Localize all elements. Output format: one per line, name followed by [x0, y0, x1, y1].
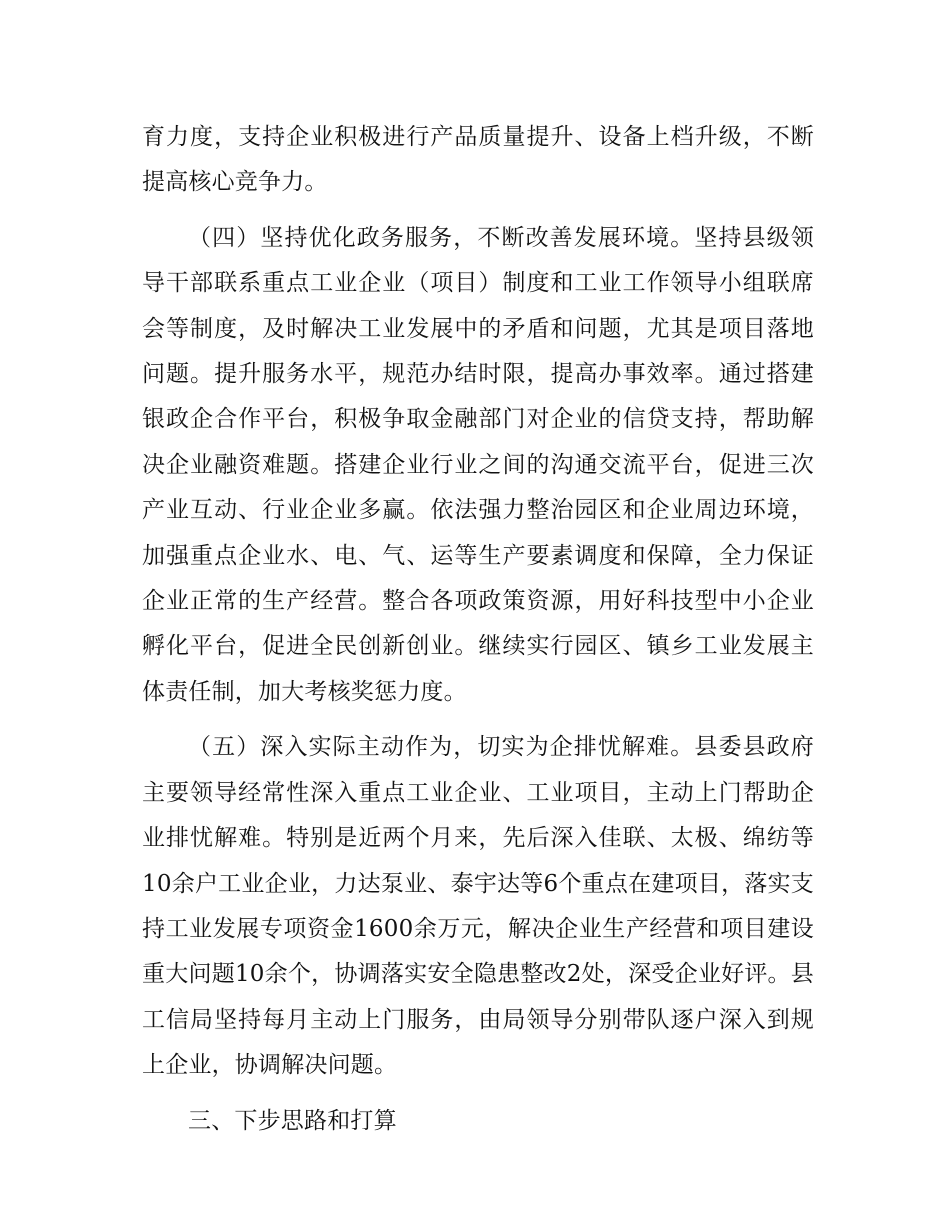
- section-heading: 三、下步思路和打算: [188, 1107, 397, 1134]
- paragraph-section-4: （四）坚持优化政务服务，不断改善发展环境。坚持县级领导干部联系重点工业企业（项目）制度和工业工作领导小组联席会等制度，及时解决工业发展中的矛盾和问题，尤其是项目落地问题。提升服务水平，规范办结时限，提高办事效率。通过搭建银政企合作平台，积极争取金融部门对企业的信贷支持，帮助解决企业融资难题。搭建企业行业之间的沟通交流平台，促进三次产业互动、行业企业多赢。依法强力整治园区和企业周边环境，加强重点企业水、电、气、运等生产要素调度和保障，全力保证企业正常的生产经营。整合各项政策资源，用好科技型中小企业孵化平台，促进全民创新创业。继续实行园区、镇乡工业发展主体责任制，加大考核奖惩力度。: [142, 224, 814, 705]
- paragraph-section-5: （五）深入实际主动作为，切实为企排忧解难。县委县政府主要领导经常性深入重点工业企业、工业项目，主动上门帮助企业排忧解难。特别是近两个月来，先后深入佳联、太极、绵纺等10余户工业企业，力达泵业、泰宇达等6个重点在建项目，落实支持工业发展专项资金1600余万元，解决企业生产经营和项目建设重大问题10余个，协调落实安全隐患整改2处，深受企业好评。县工信局坚持每月主动上门服务，由局领导分别带队逐户深入到规上企业，协调解决问题。: [142, 734, 814, 1079]
- paragraph-continuation: 育力度，支持企业积极进行产品质量提升、设备上档升级，不断提高核心竞争力。: [142, 124, 814, 196]
- paragraph-spacer: [142, 1089, 814, 1099]
- paragraph-spacer: [142, 715, 814, 725]
- document-body: [142, 115, 814, 1144]
- paragraph-spacer: [142, 206, 814, 216]
